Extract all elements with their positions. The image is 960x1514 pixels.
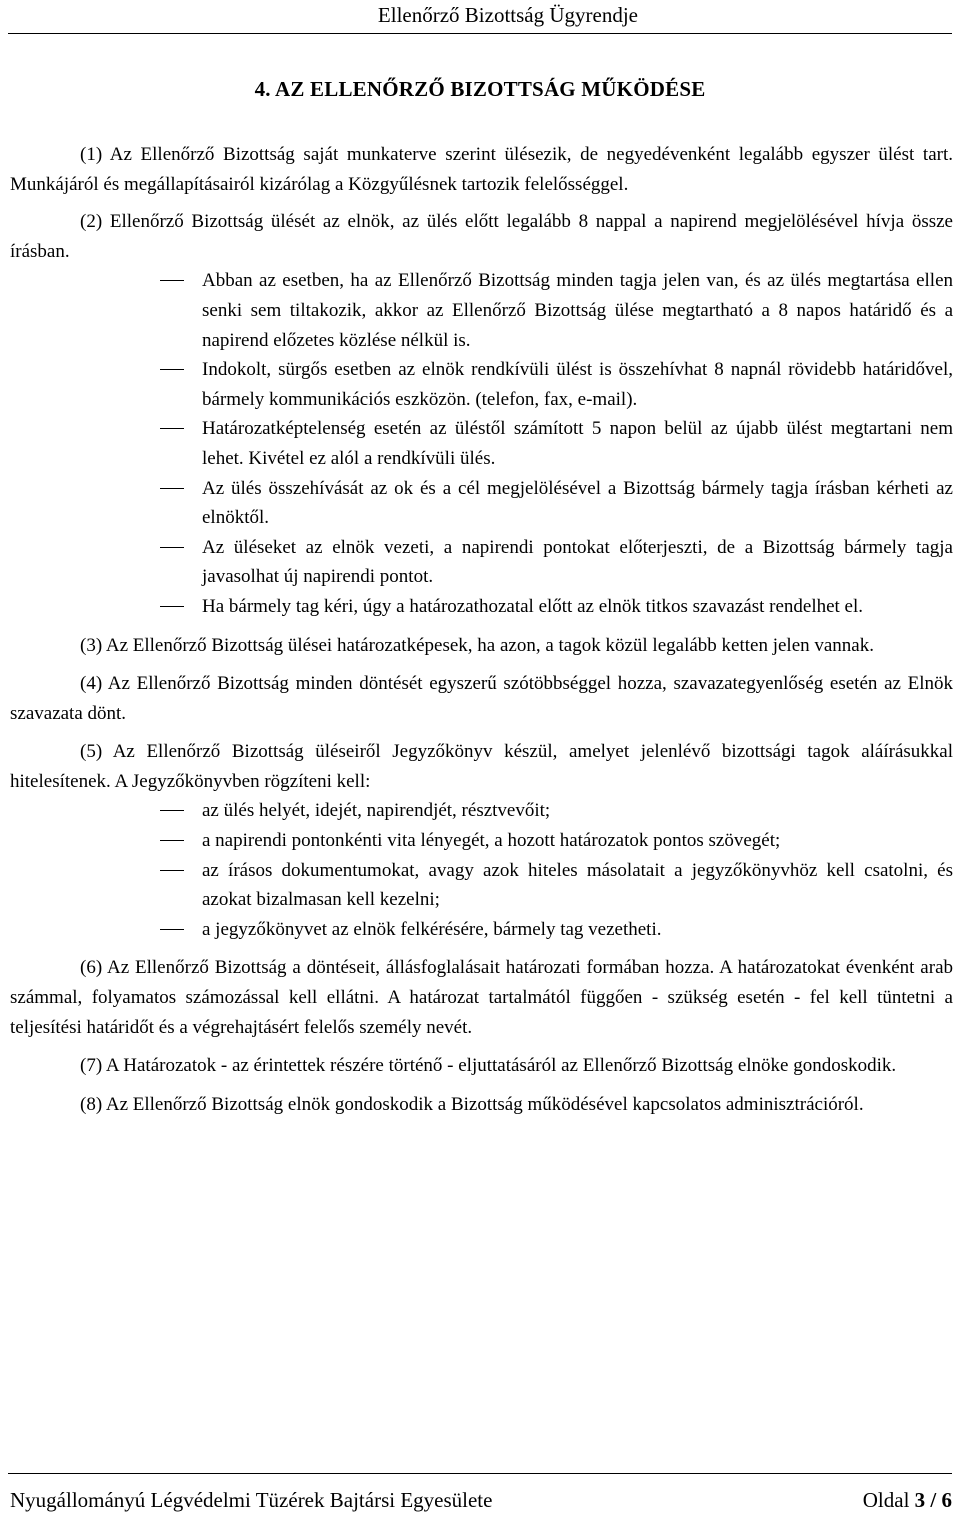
list-item: Abban az esetben, ha az Ellenőrző Bizottság minden tagja jelen van, és az ülés megtartása ellen senki sem tiltakozik, akkor az Ellenőrző Bizottság ülése megtartható a 8 napos határidő és a napirend előzetes közlése nélkül is. [10, 266, 953, 355]
document-body [10, 140, 953, 1119]
dash-bullet-icon [160, 280, 184, 281]
paragraph-5: (5) Az Ellenőrző Bizottság üléseiről Jegyzőkönyv készül, amelyet jelenlévő bizottsági tagok aláírásukkal hitelesítenek. A Jegyzőkönyvben rögzíteni kell: [10, 741, 953, 792]
paragraph-4: (4) Az Ellenőrző Bizottság minden döntését egyszerű szótöbbséggel hozza, szavazategyenlőség esetén az Elnök szavazata dönt. [10, 673, 953, 724]
paragraph-8: (8) Az Ellenőrző Bizottság elnök gondoskodik a Bizottság működésével kapcsolatos adminisztrációról. [80, 1093, 864, 1115]
list-item: Ha bármely tag kéri, úgy a határozathozatal előtt az elnök titkos szavazást rendelhet el. [10, 592, 953, 622]
list-item: Határozatképtelenség esetén az üléstől számított 5 napon belül az újabb ülést megtartani nem lehet. Kivétel ez alól a rendkívüli ülés. [10, 414, 953, 473]
dash-bullet-icon [160, 810, 184, 811]
paragraph-6: (6) Az Ellenőrző Bizottság a döntéseit, állásfoglalásait határozati formában hozza. A határozatokat évenként arab számmal, folyamatos számozással kell ellátni. A határozat tartalmától függően - szükség esetén - fel kell tüntetni a teljesítési határidőt és a végrehajtásért felelős személy nevét. [10, 957, 953, 1038]
list-item: Az ülés összehívását az ok és a cél megjelölésével a Bizottság bármely tagja írásban kérheti az elnöktől. [10, 474, 953, 533]
list-item: Az üléseket az elnök vezeti, a napirendi pontokat előterjeszti, de a Bizottság bármely tagja javasolhat új napirendi pontot. [10, 533, 953, 592]
meeting-rules-list [10, 266, 953, 621]
section-title: 4. AZ ELLENŐRZŐ BIZOTTSÁG MŰKÖDÉSE [254, 77, 706, 101]
page-separator: / [930, 1488, 937, 1512]
paragraph-2: (2) Ellenőrző Bizottság ülését az elnök, az ülés előtt legalább 8 nappal a napirend megjelölésével hívja össze írásban. [10, 211, 953, 262]
header-divider [8, 33, 952, 34]
dash-bullet-icon [160, 840, 184, 841]
paragraph-1: (1) Az Ellenőrző Bizottság saját munkaterve szerint ülésezik, de negyedévenként legalább egyszer ülést tart. Munkájáról és megállapításairól kizárólag a Közgyűlésnek tartozik felelősséggel. [10, 144, 953, 195]
page-current: 3 [914, 1488, 926, 1512]
dash-bullet-icon [160, 488, 184, 489]
dash-bullet-icon [160, 870, 184, 871]
page-label: Oldal [862, 1488, 910, 1512]
list-item: az ülés helyét, idejét, napirendjét, résztvevőit; [10, 796, 953, 826]
dash-bullet-icon [160, 428, 184, 429]
paragraph-3: (3) Az Ellenőrző Bizottság ülései határozatképesek, ha azon, a tagok közül legalább ketten jelen vannak. [80, 634, 874, 656]
running-header-title: Ellenőrző Bizottság Ügyrendje [377, 3, 638, 27]
dash-bullet-icon [160, 369, 184, 370]
list-item: a jegyzőkönyvet az elnök felkérésére, bármely tag vezetheti. [10, 915, 953, 945]
footer-divider [8, 1473, 952, 1474]
list-item: Indokolt, sürgős esetben az elnök rendkívüli ülést is összehívhat 8 napnál rövidebb határidővel, bármely kommunikációs eszközön. (telefon, fax, e-mail). [10, 355, 953, 414]
list-item: az írásos dokumentumokat, avagy azok hiteles másolatait a jegyzőkönyvhöz kell csatolni, és azokat bizalmasan kell kezelni; [10, 856, 953, 915]
footer-organization: Nyugállományú Légvédelmi Tüzérek Bajtársi Egyesülete [10, 1488, 493, 1512]
paragraph-7: (7) A Határozatok - az érintettek részére történő - eljuttatásáról az Ellenőrző Bizottság elnöke gondoskodik. [80, 1055, 897, 1077]
dash-bullet-icon [160, 929, 184, 930]
list-item: a napirendi pontonkénti vita lényegét, a hozott határozatok pontos szövegét; [10, 826, 953, 856]
minutes-content-list [10, 796, 953, 944]
dash-bullet-icon [160, 547, 184, 548]
page-total: 6 [941, 1488, 952, 1512]
page-number [863, 1487, 952, 1513]
dash-bullet-icon [160, 606, 184, 607]
